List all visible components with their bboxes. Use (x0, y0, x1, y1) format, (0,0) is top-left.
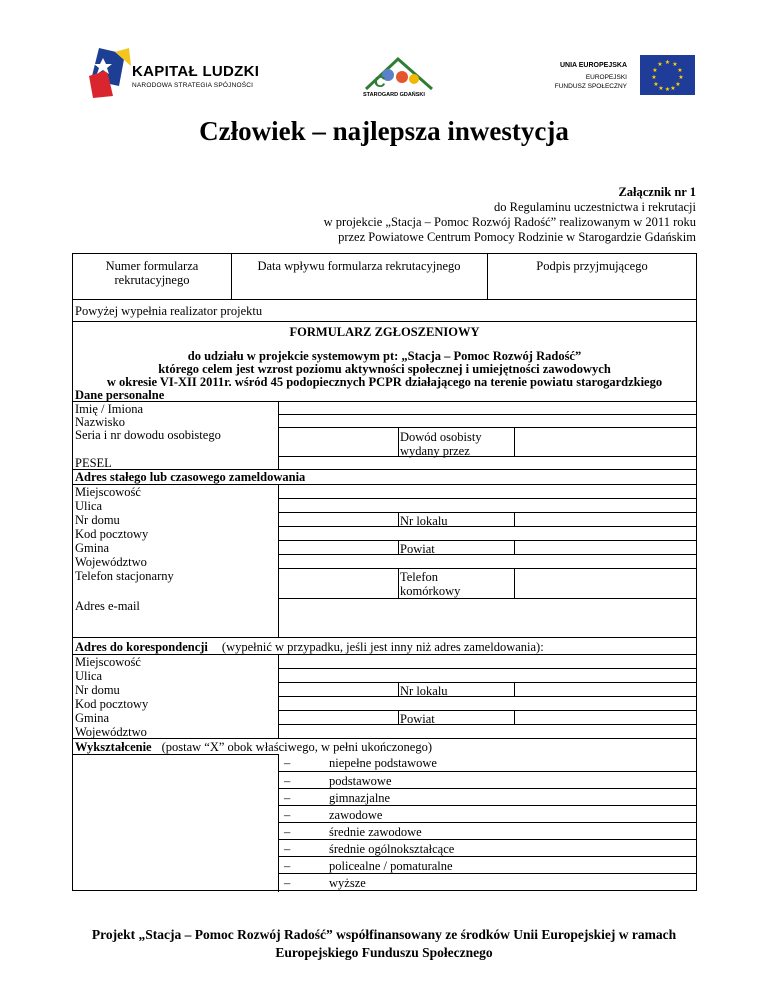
pesel-label: PESEL (75, 456, 112, 470)
address-heading: Adres stałego lub czasowego zameldowania (75, 470, 306, 484)
corr-province-label: Województwo (75, 725, 147, 739)
form-desc-1: do udziału w projekcie systemowym pt: „Stacja – Pomoc Rozwój Radość” (187, 349, 582, 363)
form-desc-2: którego celem jest wzrost poziomu aktywności społecznej i umiejętności zawodowych (158, 362, 611, 376)
education-heading-row (75, 740, 432, 754)
svg-text:★: ★ (652, 67, 658, 74)
education-dash: – (284, 825, 291, 839)
corr-city-label: Miejscowość (75, 655, 141, 669)
education-option-row[interactable] (278, 822, 696, 840)
svg-text:★: ★ (670, 85, 676, 92)
annex-line2: do Regulaminu uczestnictwa i rekrutacji (493, 200, 696, 214)
corr-flat-label: Nr lokalu (400, 684, 448, 698)
form-number-label-1: Numer formularza (105, 259, 199, 273)
kapital-ludzki-subtitle: NARODOWA STRATEGIA SPÓJNOŚCI (132, 82, 254, 89)
address-street-label: Ulica (75, 499, 103, 513)
corr-postal-label: Kod pocztowy (75, 697, 149, 711)
annex-block (324, 185, 696, 245)
id-card-label: Seria i nr dowodu osobistego (75, 428, 221, 442)
svg-text:★: ★ (677, 67, 683, 74)
address-postal-label: Kod pocztowy (75, 527, 149, 541)
education-option-row[interactable] (278, 805, 696, 823)
eu-flag (640, 55, 695, 95)
first-name-label: Imię / Imiona (75, 402, 144, 416)
education-heading: Wykształcenie (75, 740, 152, 754)
education-option-label: podstawowe (329, 774, 392, 788)
svg-text:★: ★ (651, 74, 657, 81)
education-option-label: średnie ogólnokształcące (329, 842, 455, 856)
education-option-row[interactable] (278, 873, 696, 891)
education-dash: – (284, 842, 291, 856)
corr-street-label: Ulica (75, 669, 103, 683)
page-title: Człowiek – najlepsza inwestycja (199, 116, 569, 146)
receipt-date-label: Data wpływu formularza rekrutacyjnego (257, 259, 461, 273)
svg-text:★: ★ (675, 81, 681, 88)
address-flat-label: Nr lokalu (400, 514, 448, 528)
education-option-label: wyższe (329, 876, 366, 890)
svg-text:C: C (374, 74, 386, 91)
id-issued-label-1: Dowód osobisty (400, 430, 482, 444)
mobile-label-2: komórkowy (400, 584, 461, 598)
form-number-label-2: rekrutacyjnego (114, 273, 190, 287)
svg-text:★: ★ (657, 61, 663, 68)
address-commune-label: Gmina (75, 541, 110, 555)
correspondence-note: (wypełnić w przypadku, jeśli jest inny niż adres zameldowania): (221, 640, 544, 654)
svg-text:★: ★ (664, 59, 671, 66)
annex-line4: przez Powiatowe Centrum Pomocy Rodzinie w Starogardzie Gdańskim (338, 230, 696, 244)
footer-line2: Europejskiego Funduszu Społecznego (275, 945, 493, 960)
svg-text:★: ★ (678, 74, 684, 81)
corr-commune-label: Gmina (75, 711, 110, 725)
address-county-label: Powiat (400, 542, 435, 556)
form-desc-3: w okresie VI-XII 2011r. wśród 45 podopiecznych PCPR działającego na terenie powiatu starogardzkiego (106, 375, 663, 389)
address-city-label: Miejscowość (75, 485, 141, 499)
footer (0, 926, 768, 962)
education-option-label: zawodowe (329, 808, 383, 822)
education-option-label: średnie zawodowe (329, 825, 422, 839)
ue-line3: FUNDUSZ SPOŁECZNY (554, 83, 627, 90)
ue-title: UNIA EUROPEJSKA (559, 62, 627, 69)
education-option-row[interactable] (278, 839, 696, 857)
education-dash: – (284, 859, 291, 873)
id-issued-label-2: wydany przez (400, 444, 470, 458)
phone-label: Telefon stacjonarny (75, 569, 174, 583)
personal-heading: Dane personalne (75, 388, 165, 402)
address-province-label: Województwo (75, 555, 147, 569)
education-dash: – (284, 808, 291, 822)
corr-county-label: Powiat (400, 712, 435, 726)
education-option-row[interactable] (278, 788, 696, 806)
education-option-row[interactable] (278, 856, 696, 874)
svg-text:★: ★ (653, 81, 659, 88)
starogard-caption: STAROGARD GDAŃSKI (363, 92, 425, 98)
svg-text:★: ★ (664, 86, 671, 93)
email-label: Adres e-mail (75, 599, 140, 613)
education-dash: – (284, 791, 291, 805)
corr-house-label: Nr domu (75, 683, 120, 697)
address-house-label: Nr domu (75, 513, 120, 527)
kapital-ludzki-title: KAPITAŁ LUDZKI (132, 63, 260, 80)
last-name-label: Nazwisko (75, 415, 125, 429)
education-option-label: policealne / pomaturalne (329, 859, 453, 873)
education-option-label: niepełne podstawowe (329, 756, 437, 770)
education-dash: – (284, 756, 291, 770)
registration-form (72, 253, 697, 891)
receiver-signature-label: Podpis przyjmującego (536, 259, 648, 273)
education-option-row[interactable] (278, 754, 696, 771)
education-option-row[interactable] (278, 771, 696, 789)
education-option-label: gimnazjalne (329, 791, 391, 805)
svg-text:★: ★ (672, 61, 678, 68)
svg-text:★: ★ (658, 85, 664, 92)
form-title: FORMULARZ ZGŁOSZENIOWY (289, 325, 480, 339)
ue-subtitle (537, 73, 627, 91)
ue-line2: EUROPEJSKI (585, 74, 627, 81)
footer-line1: Projekt „Stacja – Pomoc Rozwój Radość” współfinansowany ze środków Unii Europejskiej w ramach (91, 927, 677, 942)
mobile-label-1: Telefon (400, 570, 438, 584)
correspondence-heading-row (75, 640, 544, 654)
annex-line3: w projekcie „Stacja – Pomoc Rozwój Radość” realizowanym w 2011 roku (323, 215, 696, 229)
correspondence-heading: Adres do korespondencji (75, 640, 208, 654)
education-dash: – (284, 774, 291, 788)
annex-number: Załącznik nr 1 (618, 185, 696, 199)
education-dash: – (284, 876, 291, 890)
realizator-note: Powyżej wypełnia realizator projektu (75, 304, 263, 318)
education-note: (postaw “X” obok właściwego, w pełni ukończonego) (161, 740, 433, 754)
